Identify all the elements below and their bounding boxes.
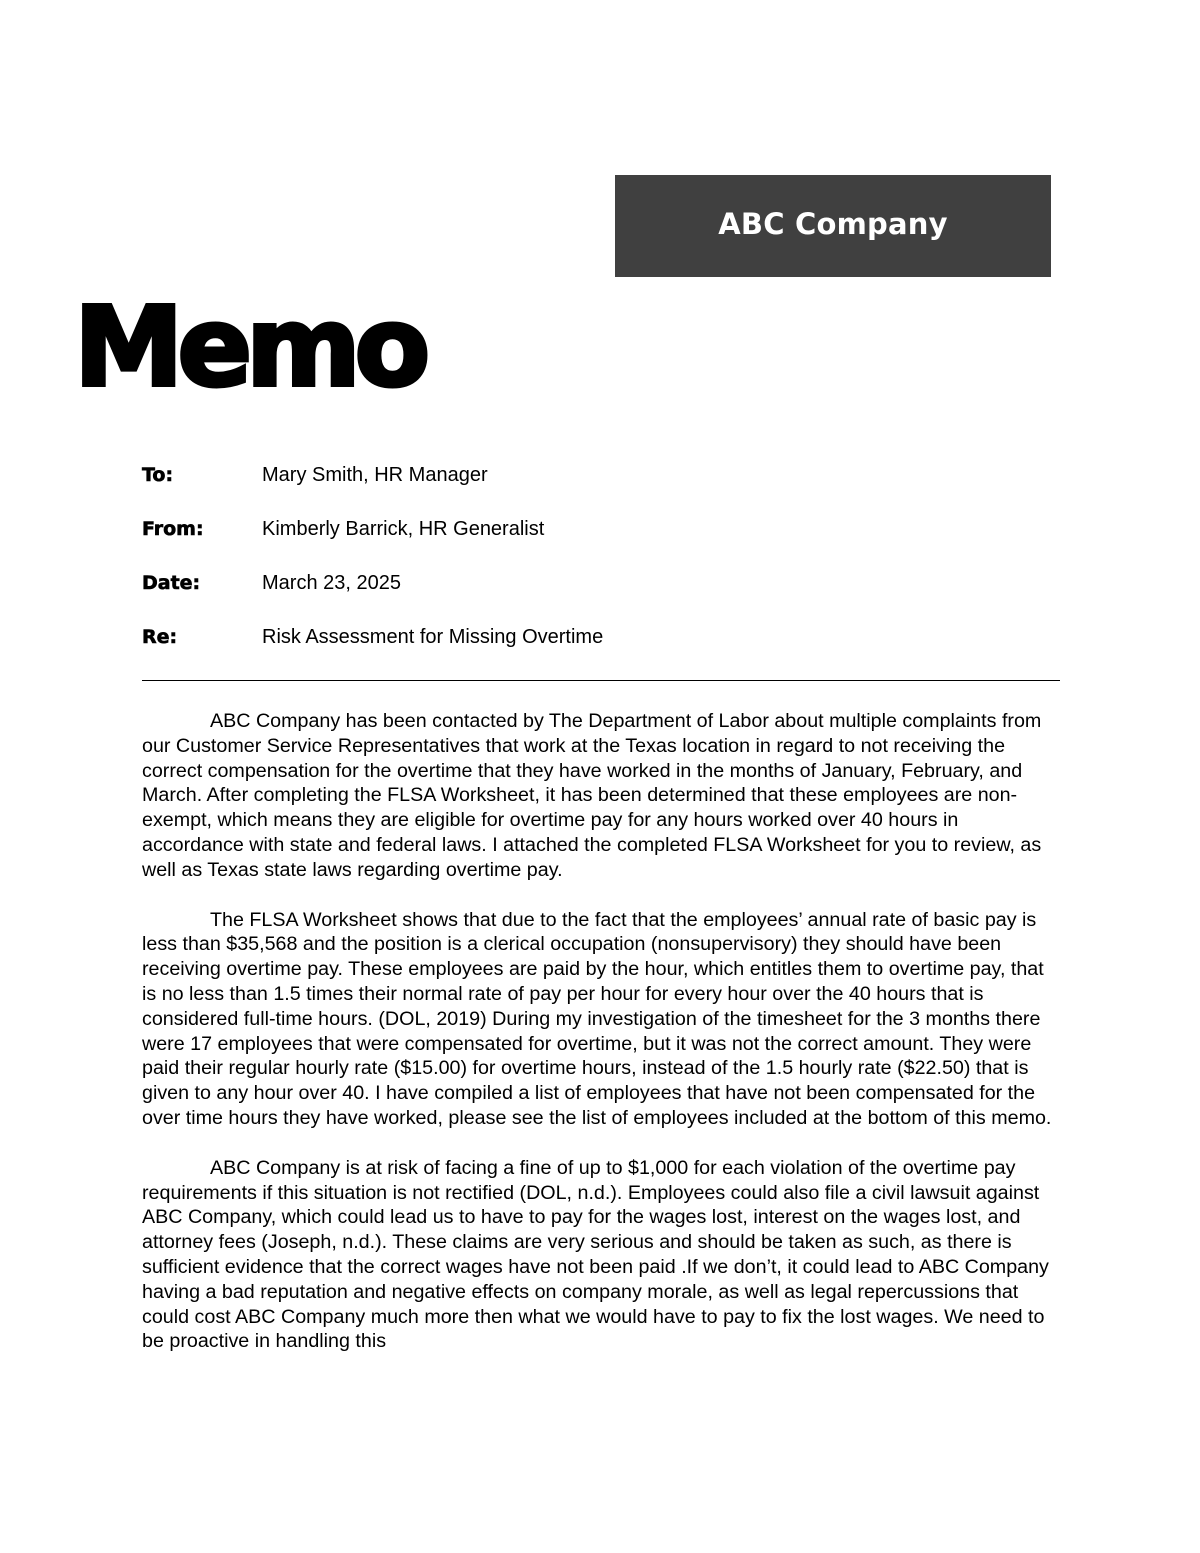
- header-row-to: [142, 464, 488, 490]
- to-label: To:: [142, 464, 174, 486]
- from-label: From:: [142, 518, 204, 540]
- body-paragraph: The FLSA Worksheet shows that due to the fact that the employees’ annual rate of basic pay is less than $35,568 and the position is a clerical occupation (nonsupervisory) they should have been receiving overtime pay. These employees are paid by the hour, which entitles them to overtime pay, that is no less than 1.5 times their normal rate of pay per hour for every hour over the 40 hours that is considered full-time hours. (DOL, 2019) During my investigation of the timesheet for the 3 months there were 17 employees that were compensated for overtime, but it was not the correct amount. They were paid their regular hourly rate ($15.00) for overtime hours, instead of the 1.5 hourly rate ($22.50) that is given to any hour over 40. I have compiled a list of employees that have not been compensated for the over time hours they have worked, please see the list of employees included at the bottom of this memo.: [142, 908, 1052, 1129]
- body-paragraph: ABC Company is at risk of facing a fine of up to $1,000 for each violation of the overtime pay requirements if this situation is not rectified (DOL, n.d.). Employees could also file a civil lawsuit against ABC Company, which could lead us to have to pay for the wages lost, interest on the wages lost, and attorney fees (Joseph, n.d.). These claims are very serious and should be taken as such, as there is sufficient evidence that the correct wages have not been paid .If we don’t, it could lead to ABC Company having a bad reputation and negative effects on company morale, as well as legal repercussions that could cost ABC Company much more then what we would have to pay to fix the lost wages. We need to be proactive in handling this: [142, 1156, 1049, 1353]
- date-value: March 23, 2025: [262, 572, 401, 594]
- header-divider: [142, 680, 1060, 681]
- company-name: ABC Company: [718, 207, 948, 241]
- memo-title: Memo: [74, 283, 425, 411]
- re-value: Risk Assessment for Missing Overtime: [262, 626, 604, 648]
- header-row-from: [142, 518, 544, 544]
- from-value: Kimberly Barrick, HR Generalist: [262, 518, 545, 540]
- to-value: Mary Smith, HR Manager: [262, 464, 488, 486]
- memo-body: [142, 709, 1060, 1379]
- header-row-re: [142, 626, 603, 652]
- header-row-date: [142, 572, 401, 598]
- date-label: Date:: [142, 572, 201, 594]
- body-paragraph: ABC Company has been contacted by The Department of Labor about multiple complaints from our Customer Service Representatives that work at the Texas location in regard to not receiving the correct compensation for the overtime that they have worked in the months of January, February, and March. After completing the FLSA Worksheet, it has been determined that these employees are non-exempt, which means they are eligible for overtime pay for any hours worked over 40 hours in accordance with state and federal laws. I attached the completed FLSA Worksheet for you to review, as well as Texas state laws regarding overtime pay.: [142, 710, 1042, 881]
- re-label: Re:: [142, 626, 178, 648]
- company-header-box: [615, 175, 1051, 277]
